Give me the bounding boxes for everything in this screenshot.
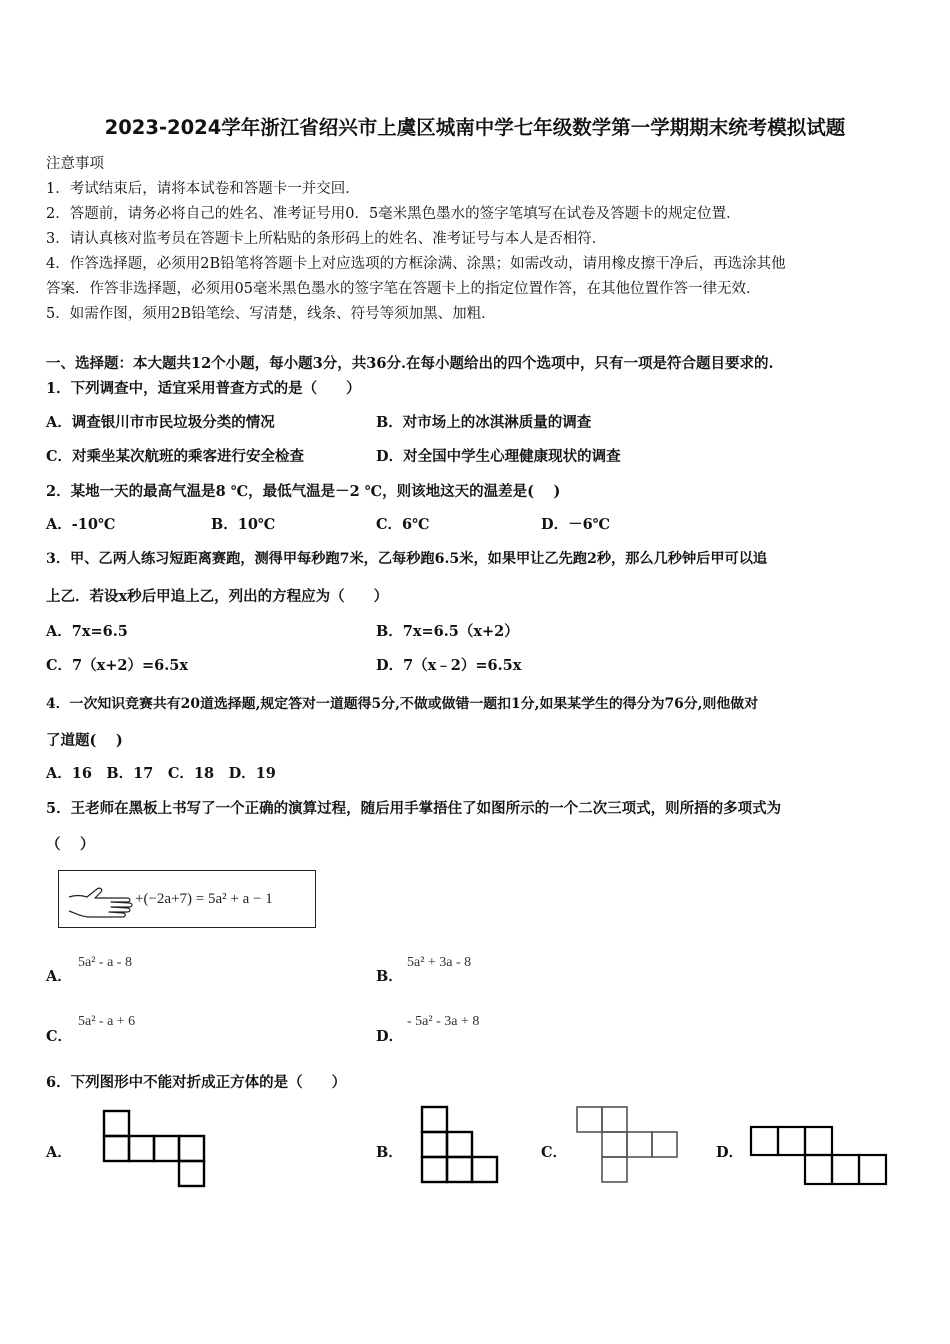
- question-3-stem-continued: 上乙．若设x秒后甲追上乙，列出的方程应为（ ）: [46, 588, 389, 605]
- question-5-figure: [58, 870, 316, 928]
- question-6-stem: 6．下列图形中不能对折成正方体的是（ ）: [46, 1074, 347, 1091]
- question-6-option-b-label: B．: [376, 1144, 403, 1161]
- question-4-options: A．16 B．17 C．18 D．19: [46, 765, 276, 782]
- page-title: 2023-2024学年浙江省绍兴市上虞区城南中学七年级数学第一学期期末统考模拟试题: [104, 116, 846, 139]
- question-6-option-c-label: C．: [541, 1144, 568, 1161]
- notice-item: 1．考试结束后，请将本试卷和答题卡一并交回．: [46, 181, 360, 197]
- question-6-option-d-label: D．: [716, 1144, 744, 1161]
- question-4-stem-continued: 了道题( ): [46, 732, 123, 749]
- question-5-option-a-expression: 5a² - a - 8: [78, 955, 132, 970]
- question-5-option-a-label: A．: [46, 968, 72, 985]
- question-3-option-a: A．7x=6.5: [46, 623, 128, 640]
- question-5-option-b-expression: 5a² + 3a - 8: [407, 955, 472, 970]
- question-5-figure-expression: +(−2a+7) = 5a² + a − 1: [135, 891, 273, 907]
- notice-heading: 注意事项: [46, 156, 104, 172]
- question-2-option-a: A．-10℃: [46, 516, 116, 533]
- question-1-option-a: A．调查银川市市民垃圾分类的情况: [46, 414, 275, 431]
- question-3-option-d: D．7（x﹣2）=6.5x: [376, 657, 522, 674]
- question-2-option-d: D．－6℃: [541, 516, 611, 533]
- notice-item: 5．如需作图，须用2B铅笔绘、写清楚，线条、符号等须加黑、加粗．: [46, 306, 496, 322]
- question-6-net-d: [750, 1126, 890, 1186]
- question-2-option-c: C．6℃: [376, 516, 430, 533]
- question-3-option-b: B．7x=6.5（x+2）: [376, 623, 519, 640]
- hand-icon: [67, 879, 139, 919]
- question-6-net-a: [103, 1110, 207, 1187]
- question-6-net-c: [576, 1106, 680, 1184]
- notice-item: 4．作答选择题，必须用2B铅笔将答题卡上对应选项的方框涂满、涂黑；如需改动，请用橡皮擦干净后，再选涂其他: [46, 256, 786, 272]
- question-1-stem: 1．下列调查中，适宜采用普查方式的是（ ）: [46, 380, 361, 397]
- question-4-stem: 4．一次知识竞赛共有20道选择题,规定答对一道题得5分,不做或做错一题扣1分,如果某学生的得分为76分,则他做对: [46, 696, 759, 712]
- question-5-option-c-expression: 5a² - a + 6: [78, 1014, 136, 1029]
- question-1-option-c: C．对乘坐某次航班的乘客进行安全检查: [46, 448, 305, 465]
- notice-item: 答案．作答非选择题，必须用05毫米黑色墨水的签字笔在答题卡上的指定位置作答，在其他位置作答一律无效．: [46, 281, 761, 297]
- question-5-option-b-label: B．: [376, 968, 403, 985]
- question-6-net-b: [421, 1106, 499, 1184]
- section-heading: 一、选择题：本大题共12个小题，每小题3分，共36分.在每小题给出的四个选项中，只有一项是符合题目要求的.: [46, 355, 774, 372]
- question-5-stem-continued: （ ）: [46, 836, 95, 853]
- question-5-option-d-expression: - 5a² - 3a + 8: [407, 1014, 480, 1029]
- question-5-option-c-label: C．: [46, 1028, 73, 1045]
- question-1-option-b: B．对市场上的冰淇淋质量的调查: [376, 414, 592, 431]
- question-5-option-d-label: D．: [376, 1028, 404, 1045]
- question-3-option-c: C．7（x+2）=6.5x: [46, 657, 189, 674]
- question-6-option-a-label: A．: [46, 1144, 72, 1161]
- question-2-option-b: B．10℃: [211, 516, 276, 533]
- notice-item: 3．请认真核对监考员在答题卡上所粘贴的条形码上的姓名、准考证号与本人是否相符．: [46, 231, 607, 247]
- question-5-stem: 5．王老师在黑板上书写了一个正确的演算过程，随后用手掌捂住了如图所示的一个二次三项式，则所捂的多项式为: [46, 800, 782, 817]
- question-3-stem: 3．甲、乙两人练习短距离赛跑，测得甲每秒跑7米，乙每秒跑6.5米，如果甲让乙先跑2秒，那么几秒钟后甲可以追: [46, 551, 768, 567]
- notice-item: 2．答题前，请务必将自己的姓名、准考证号用0．5毫米黑色墨水的签字笔填写在试卷及答题卡的规定位置．: [46, 206, 741, 222]
- question-1-option-d: D．对全国中学生心理健康现状的调查: [376, 448, 621, 465]
- question-2-stem: 2．某地一天的最高气温是8 ℃，最低气温是－2 ℃，则该地这天的温差是( ): [46, 483, 561, 500]
